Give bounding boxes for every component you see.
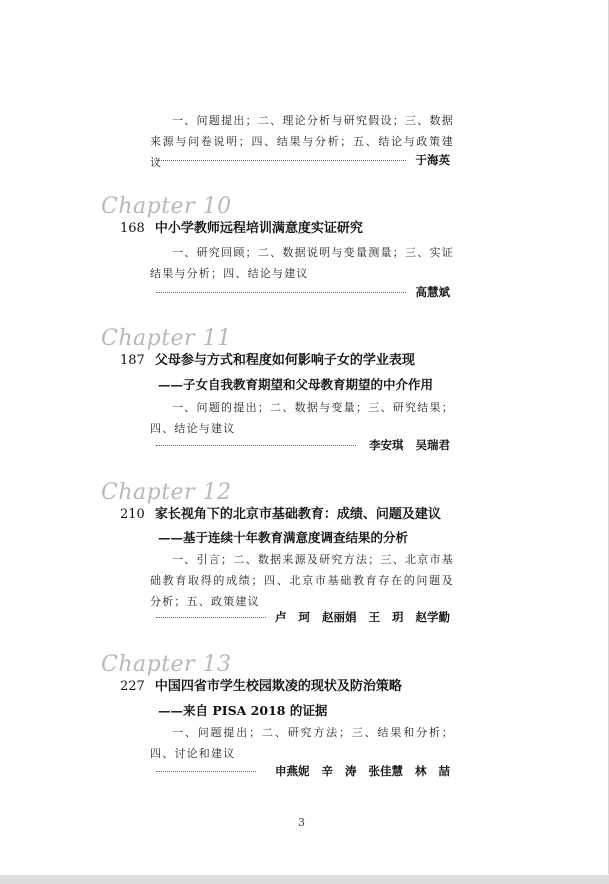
leader-dots (156, 160, 406, 161)
author-names: 于海英 (410, 151, 451, 169)
chapter-authors-row-11 (150, 436, 454, 454)
author-names: 高慧斌 (410, 283, 451, 301)
chapter-title: 家长视角下的北京市基础教育：成绩、问题及建议 (154, 507, 441, 522)
chapter-subtitle-11: ——子女自我教育期望和父母教育期望的中介作用 (158, 377, 434, 392)
chapter-title: 父母参与方式和程度如何影响子女的学业表现 (154, 353, 415, 368)
chapter-entry-13[interactable] (120, 677, 402, 697)
intro-authors-row (150, 151, 454, 169)
author-names: 卢 珂 赵丽娟 王 玥 赵学勤 (269, 608, 450, 626)
chapter-entry-11[interactable] (120, 351, 415, 371)
intro-summary: 一、问题提出；二、理论分析与研究假设；三、数据来源与问卷说明；四、结果与分析；五、结论与政策建议 (150, 114, 454, 169)
chapter-authors-row-13 (150, 762, 454, 780)
chapter-summary-13: 一、问题提出；二、研究方法；三、结果和分析；四、讨论和建议 (150, 726, 454, 760)
chapter-label-10: Chapter 10 (101, 194, 232, 219)
page-ref: 168 (120, 221, 145, 236)
chapter-label-13: Chapter 13 (101, 652, 232, 677)
leader-dots (156, 771, 256, 772)
chapter-entry-10[interactable] (120, 219, 363, 239)
author-names: 申燕妮 辛 涛 张佳慧 林 喆 (269, 762, 450, 780)
chapter-authors-row-10 (150, 283, 454, 301)
page-ref: 227 (120, 679, 145, 694)
chapter-label-11: Chapter 11 (101, 326, 232, 351)
chapter-summary-11: 一、问题的提出；二、数据与变量；三、研究结果；四、结论与建议 (150, 401, 454, 435)
page-ref: 210 (120, 507, 145, 522)
leader-dots (156, 617, 266, 618)
chapter-authors-row-12 (150, 608, 454, 626)
page-number: 3 (298, 816, 305, 829)
chapter-subtitle-12: ——基于连续十年教育满意度调查结果的分析 (158, 530, 409, 545)
bottom-strip (0, 875, 609, 884)
chapter-summary-12: 一、引言；二、数据来源及研究方法；三、北京市基础教育取得的成绩；四、北京市基础教育存在的问题及分析；五、政策建议 (150, 553, 454, 608)
chapter-subtitle-13: ——来自 PISA 2018 的证据 (158, 703, 328, 718)
chapter-entry-12[interactable] (120, 505, 441, 525)
chapter-summary-10: 一、研究回顾；二、数据说明与变量测量；三、实证结果与分析；四、结论与建议 (150, 246, 454, 280)
page-ref: 187 (120, 353, 145, 368)
chapter-title: 中小学教师远程培训满意度实证研究 (154, 221, 363, 236)
author-names: 李安琪 吴瑞君 (363, 436, 450, 454)
chapter-title: 中国四省市学生校园欺凌的现状及防治策略 (154, 679, 402, 694)
chapter-label-12: Chapter 12 (101, 480, 232, 505)
leader-dots (156, 292, 406, 293)
leader-dots (156, 445, 356, 446)
